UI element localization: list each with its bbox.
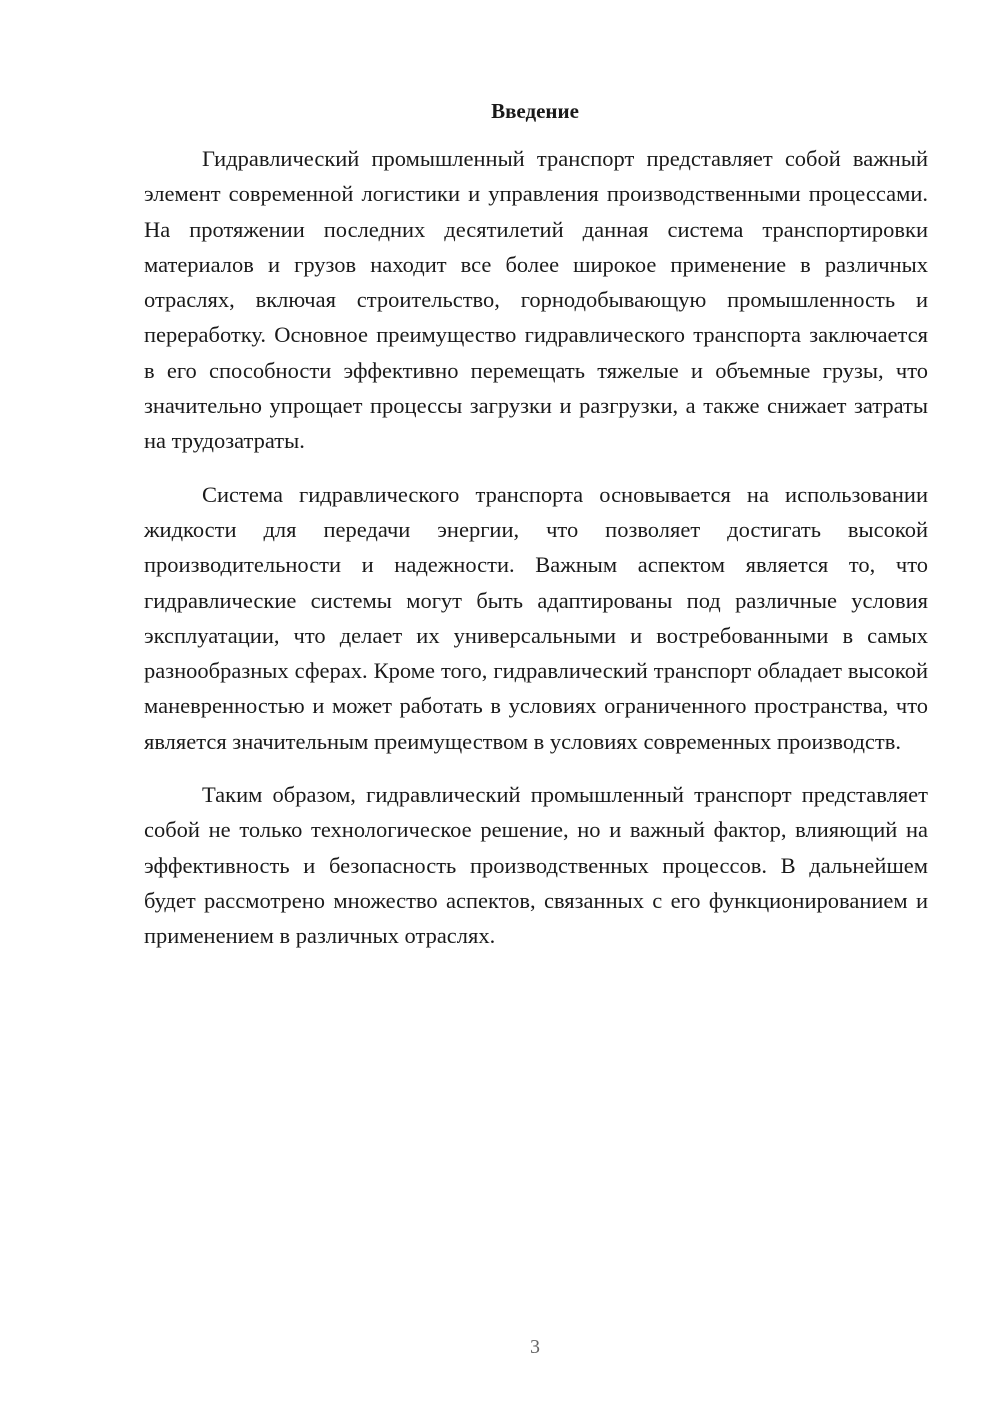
paragraph-3: Таким образом, гидравлический промышленный транспорт представляет собой не только технологическое решение, но и важный фактор, влияющий на эффективность и безопасность производственных процессов. В дальнейшем будет рассмотрено множество аспектов, связанных с его функционированием и применением в различных отраслях. xyxy=(144,782,928,949)
body-text xyxy=(144,141,928,972)
paragraph-1: Гидравлический промышленный транспорт представляет собой важный элемент современной логистики и управления производственными процессами. На протяжении последних десятилетий данная система транспортировки материалов и грузов находит все более широкое применение в различных отраслях, включая строительство, горнодобывающую промышленность и переработку. Основное преимущество гидравлического транспорта заключается в его способности эффективно перемещать тяжелые и объемные грузы, что значительно упрощает процессы загрузки и разгрузки, а также снижает затраты на трудозатраты. xyxy=(144,146,928,454)
section-heading: Введение xyxy=(491,99,579,123)
page-number: 3 xyxy=(530,1336,540,1358)
paragraph-2: Система гидравлического транспорта основывается на использовании жидкости для передачи энергии, что позволяет достигать высокой производительности и надежности. Важным аспектом является то, что гидравлические системы могут быть адаптированы под различные условия эксплуатации, что делает их универсальными и востребованными в самых разнообразных сферах. Кроме того, гидравлический транспорт обладает высокой маневренностью и может работать в условиях ограниченного пространства, что является значительным преимуществом в условиях современных производств. xyxy=(144,481,928,754)
